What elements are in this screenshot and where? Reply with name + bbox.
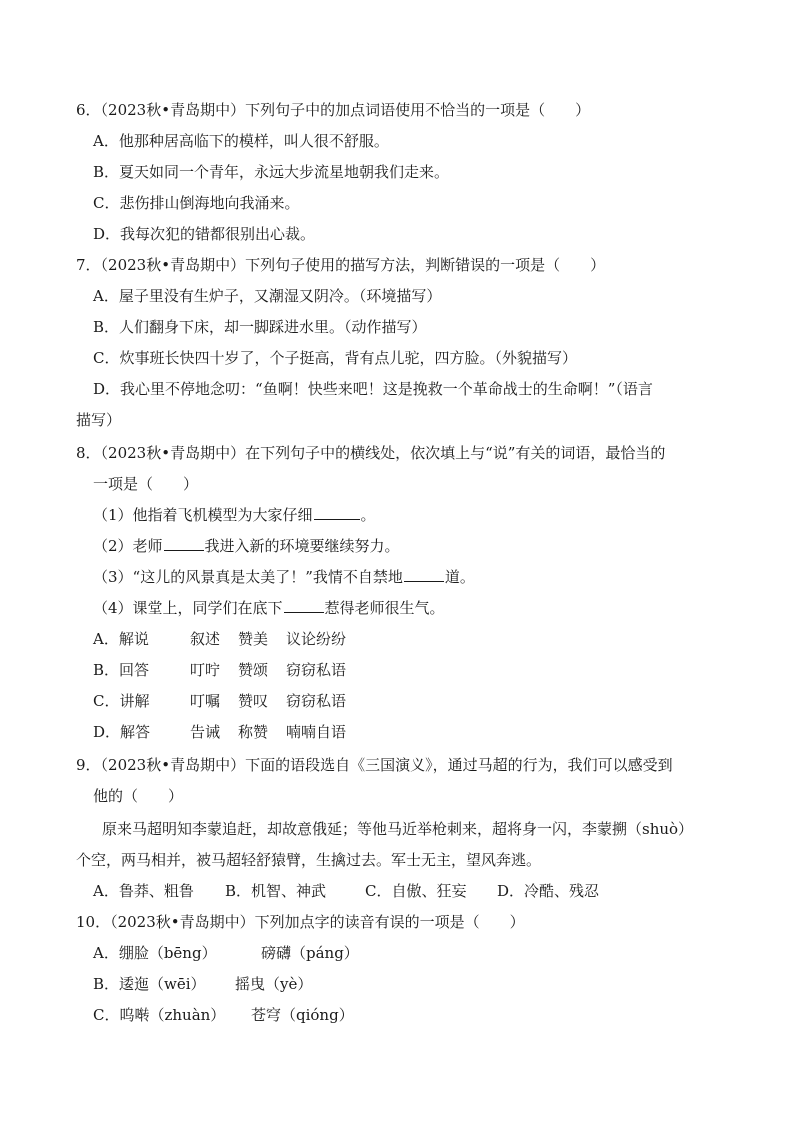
q9-passage-cont: 个空，两马相并，被马超轻舒猿臂，生擒过去。军士无主，望风奔逃。 [76,851,542,869]
q8-option-c [93,689,794,713]
q9-options [93,879,794,903]
q7-option-d: D．我心里不停地念叨：“鱼啊！快些来吧！这是挽救一个革命战士的生命啊！”（语言 [93,380,653,398]
q9-stem-cont: 他的（ ） [93,787,184,805]
q8-s1-text: （1）他指着飞机模型为大家仔细 [93,506,313,524]
q8-a-word-1: A．解说 [93,630,149,648]
fill-blank [404,565,444,582]
q6-option-c: C．悲伤排山倒海地向我涌来。 [93,194,300,212]
q8-stem-cont: 一项是（ ） [93,475,199,493]
q8-option-b [93,658,794,682]
q8-c-word-4: 窃窃私语 [286,692,347,710]
q7-option-d-cont: 描写） [76,411,122,429]
q8-sentence-2 [93,534,794,558]
q7-option-c: C．炊事班长快四十岁了，个子挺高，背有点儿驼，四方脸。（外貌描写） [93,349,577,367]
q8-b-word-2: 叮咛 [190,661,221,679]
q10-option-c [93,1003,794,1027]
q6-option-a: A．他那种居高临下的模样，叫人很不舒服。 [93,132,389,150]
q8-option-d [93,720,794,744]
q8-s2-text: （2）老师 [93,537,163,555]
q8-s3-end: 道。 [444,568,475,586]
q9-option-a: A．鲁莽、粗鲁 [93,882,194,900]
q8-b-word-1: B．回答 [93,661,150,679]
q10-stem: 10．（2023秋•青岛期中）下列加点字的读音有误的一项是（ ） [76,913,525,931]
q9-option-c: C．自傲、狂妄 [365,882,467,900]
fill-blank [284,596,324,613]
q7-option-b: B．人们翻身下床，却一脚踩进水里。（动作描写） [93,318,427,336]
q6-option-b: B．夏天如同一个青年，永远大步流星地朝我们走来。 [93,163,450,181]
q10-b-word-1: B．逶迤（wēi） [93,975,206,993]
q8-c-word-3: 赞叹 [238,692,269,710]
q8-s2-end: 我进入新的环境要继续努力。 [204,537,400,555]
q8-b-word-3: 赞颂 [238,661,269,679]
q8-d-word-1: D．解答 [93,723,151,741]
q6-option-d: D．我每次犯的错都很别出心裁。 [93,225,316,243]
q8-s4-text: （4）课堂上，同学们在底下 [93,599,283,617]
q8-c-word-1: C．讲解 [93,692,150,710]
q8-sentence-1 [93,503,794,527]
q8-sentence-4 [93,596,794,620]
q9-option-b: B．机智、神武 [225,882,327,900]
q8-d-word-4: 喃喃自语 [286,723,347,741]
q10-a-word-2: 磅礴（páng） [261,944,359,962]
q10-a-word-1: A．绷脸（bēng） [93,944,217,962]
q9-passage: 原来马超明知李蒙追赶，却故意俄延；等他马近举枪刺来，超将身一闪，李蒙搠（shuò） [102,820,694,838]
q8-d-word-2: 告诫 [190,723,221,741]
q8-a-word-3: 赞美 [238,630,269,648]
q10-option-a [93,941,794,965]
q8-a-word-2: 叙述 [190,630,221,648]
q10-b-word-2: 摇曳（yè） [235,975,313,993]
q7-stem: 7．（2023秋•青岛期中）下列句子使用的描写方法，判断错误的一项是（ ） [76,256,606,274]
q8-d-word-3: 称赞 [238,723,269,741]
q8-s1-end: 。 [360,506,376,524]
q8-s4-end: 惹得老师很生气。 [324,599,445,617]
q8-b-word-4: 窃窃私语 [286,661,347,679]
q7-option-a: A．屋子里没有生炉子，又潮湿又阴冷。（环境描写） [93,287,442,305]
fill-blank [314,503,360,520]
q8-stem: 8．（2023秋•青岛期中）在下列句子中的横线处，依次填上与“说”有关的词语，最恰当的 [76,444,666,462]
q10-c-word-2: 苍穹（qióng） [251,1006,354,1024]
fill-blank [164,534,204,551]
q8-option-a [93,627,794,651]
q6-stem: 6．（2023秋•青岛期中）下列句子中的加点词语使用不恰当的一项是（ ） [76,101,591,119]
q9-stem: 9．（2023秋•青岛期中）下面的语段选自《三国演义》，通过马超的行为，我们可以感受到 [76,756,673,774]
q8-s3-text: （3）“这儿的风景真是太美了！”我情不自禁地 [93,568,403,586]
q8-sentence-3 [93,565,794,589]
q10-c-word-1: C．呜啭（zhuàn） [93,1006,226,1024]
q9-option-d: D．冷酷、残忍 [497,882,600,900]
q8-a-word-4: 议论纷纷 [286,630,347,648]
q10-option-b [93,972,794,996]
q8-c-word-2: 叮嘱 [190,692,221,710]
